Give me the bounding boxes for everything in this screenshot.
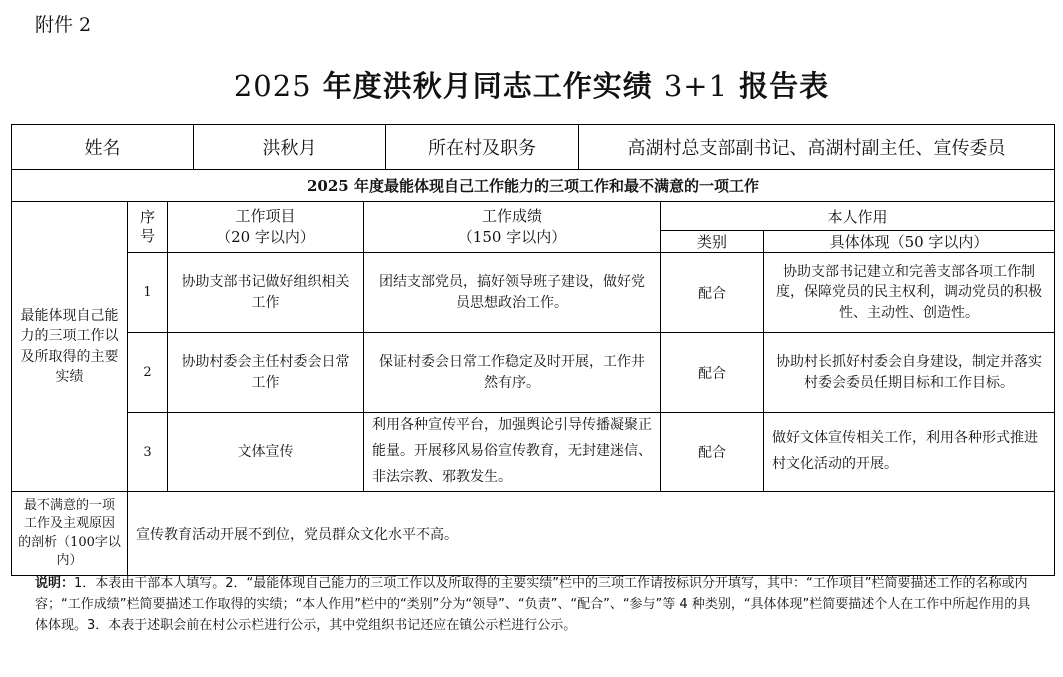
row1-type: 配合 bbox=[661, 253, 764, 333]
row1-seq: 1 bbox=[128, 253, 168, 333]
row3-seq: 3 bbox=[128, 413, 168, 492]
row3-type: 配合 bbox=[661, 413, 764, 492]
role-detail-header: 具体体现（50 字以内） bbox=[764, 231, 1055, 253]
item-header: 工作项目 （20 字以内） bbox=[168, 202, 364, 253]
row2-result: 保证村委会日常工作稳定及时开展，工作井然有序。 bbox=[364, 333, 661, 413]
row3-detail: 做好文体宣传相关工作，利用各种形式推进村文化活动的开展。 bbox=[764, 413, 1055, 492]
result-header: 工作成绩 （150 字以内） bbox=[364, 202, 661, 253]
role-type-header: 类别 bbox=[661, 231, 764, 253]
name-label: 姓名 bbox=[11, 124, 194, 170]
row2-detail: 协助村长抓好村委会自身建设，制定并落实村委会委员任期目标和工作目标。 bbox=[764, 333, 1055, 413]
best-work-label: 最能体现自己能力的三项工作以及所取得的主要实绩 bbox=[11, 202, 128, 492]
row1-result: 团结支部党员，搞好领导班子建设，做好党员思想政治工作。 bbox=[364, 253, 661, 333]
row2-item: 协助村委会主任村委会日常工作 bbox=[168, 333, 364, 413]
dissatisfied-label: 最不满意的一项工作及主观原因的剖析（100字以内） bbox=[11, 492, 128, 576]
row2-type: 配合 bbox=[661, 333, 764, 413]
post-value: 高湖村总支部副书记、高湖村副主任、宣传委员 bbox=[579, 124, 1055, 170]
section-title: 2025 年度最能体现自己工作能力的三项工作和最不满意的一项工作 bbox=[11, 170, 1055, 202]
row1-detail: 协助支部书记建立和完善支部各项工作制度，保障党员的民主权利，调动党员的积极性、主动性、创造性。 bbox=[764, 253, 1055, 333]
row3-result: 利用各种宣传平台，加强舆论引导传播凝聚正能量。开展移风易俗宣传教育，无封建迷信、非法宗教、邪教发生。 bbox=[364, 413, 661, 492]
explanation-note: 说明：1．本表由干部本人填写。2．“最能体现自己能力的三项工作以及所取得的主要实绩”栏中的三项工作请按标识分开填写，其中：“工作项目”栏简要描述工作的名称或内容；“工作成绩”栏简要描述工作取得的实绩；“本人作用”栏中的“类别”分为“领导”、“负责”、“配合”、“参与”等 4 种类别，“具体体现”栏简要描述个人在工作中所起作用的具体体现。3．本表于述职会前在村公示栏进行公示，其中党组织书记还应在镇公示栏进行公示。 bbox=[35, 576, 1031, 633]
row3-item: 文体宣传 bbox=[168, 413, 364, 492]
row1-item: 协助支部书记做好组织相关工作 bbox=[168, 253, 364, 333]
role-header: 本人作用 bbox=[661, 202, 1055, 231]
name-value: 洪秋月 bbox=[194, 124, 386, 170]
row2-seq: 2 bbox=[128, 333, 168, 413]
page-title: 2025 年度洪秋月同志工作实绩 3+1 报告表 bbox=[233, 69, 830, 103]
dissatisfied-text: 宣传教育活动开展不到位，党员群众文化水平不高。 bbox=[128, 492, 1055, 576]
seq-header: 序号 bbox=[128, 202, 168, 253]
attachment-label: 附件 2 bbox=[35, 14, 92, 36]
post-label: 所在村及职务 bbox=[386, 124, 579, 170]
